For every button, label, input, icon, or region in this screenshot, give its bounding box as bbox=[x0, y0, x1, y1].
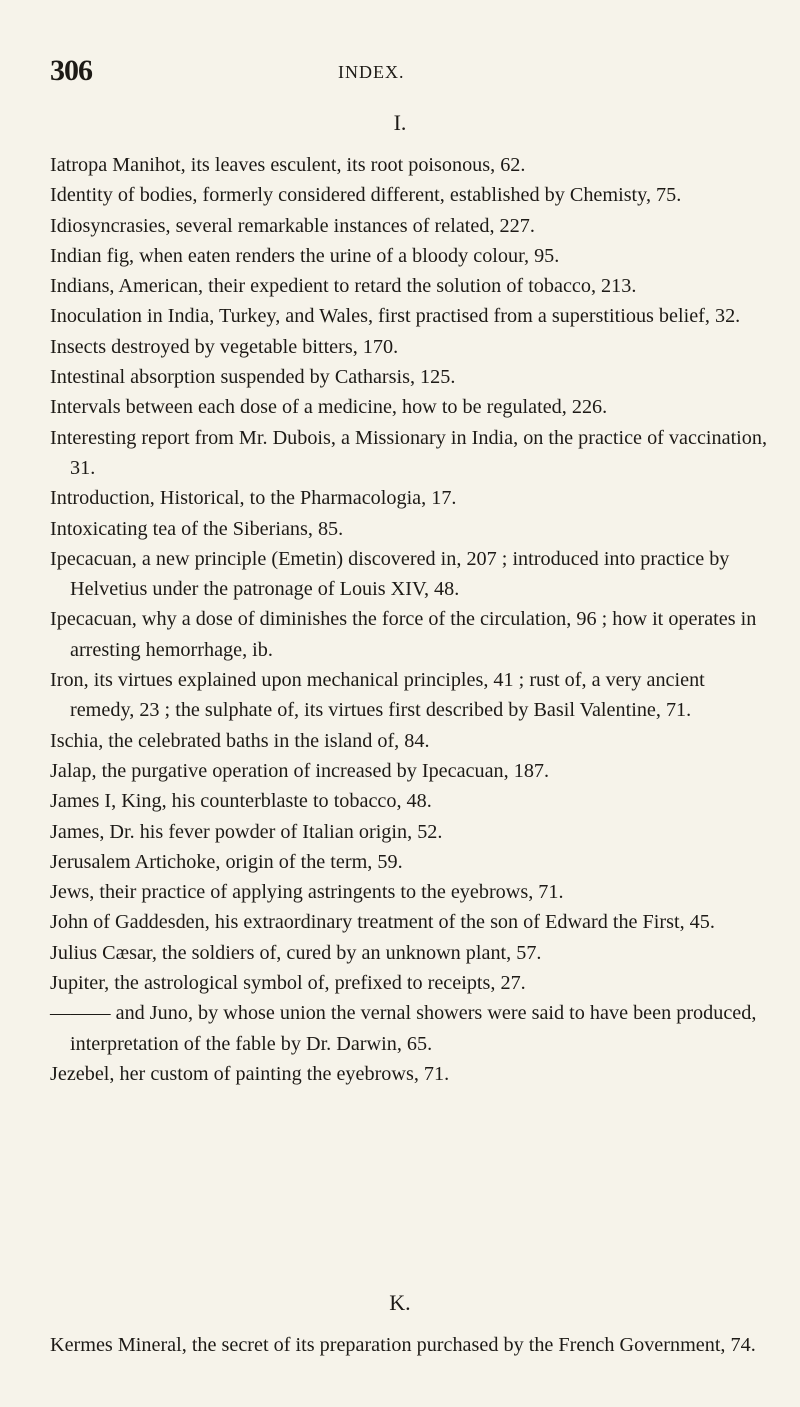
index-entry: Ischia, the celebrated baths in the island of, 84. bbox=[50, 729, 430, 752]
index-entry: Ipecacuan, why a dose of diminishes the force of the circulation, 96 ; how it operates in arresting hemorrhage, ib. bbox=[50, 608, 757, 661]
index-entry: Insects destroyed by vegetable bitters, 170. bbox=[50, 335, 399, 358]
index-entry: John of Gaddesden, his extraordinary treatment of the son of Edward the First, 45. bbox=[50, 911, 715, 934]
index-entry: Intervals between each dose of a medicine, how to be regulated, 226. bbox=[50, 396, 608, 419]
index-entry: James I, King, his counterblaste to tobacco, 48. bbox=[50, 790, 432, 813]
index-entries-k bbox=[50, 1330, 770, 1360]
index-entry: Jerusalem Artichoke, origin of the term, 59. bbox=[50, 850, 403, 873]
page-number: 306 bbox=[50, 54, 92, 87]
index-entry: Intoxicating tea of the Siberians, 85. bbox=[50, 517, 344, 540]
index-entry: Jalap, the purgative operation of increased by Ipecacuan, 187. bbox=[50, 759, 550, 782]
index-entry: Introduction, Historical, to the Pharmacologia, 17. bbox=[50, 487, 457, 510]
index-entry: Indians, American, their expedient to retard the solution of tobacco, 213. bbox=[50, 275, 637, 298]
index-entry: Julius Cæsar, the soldiers of, cured by an unknown plant, 57. bbox=[50, 941, 542, 964]
index-entry: Jupiter, the astrological symbol of, prefixed to receipts, 27. bbox=[50, 972, 526, 995]
index-entry: Identity of bodies, formerly considered different, established by Chemisty, 75. bbox=[50, 184, 682, 207]
index-entry: Jezebel, her custom of painting the eyebrows, 71. bbox=[50, 1062, 450, 1085]
index-entry: Iatropa Manihot, its leaves esculent, its root poisonous, 62. bbox=[50, 154, 526, 176]
page-header bbox=[0, 50, 800, 90]
index-entry: Iron, its virtues explained upon mechanical principles, 41 ; rust of, a very ancient remedy, 23 ; the sulphate of, its virtues first described by Basil Valentine, 71. bbox=[50, 669, 705, 722]
index-entry: ——— and Juno, by whose union the vernal showers were said to have been produced, interpretation of the fable by Dr. Darwin, 65. bbox=[50, 1002, 757, 1055]
index-entry: Jews, their practice of applying astringents to the eyebrows, 71. bbox=[50, 881, 564, 904]
section-letter-i: I. bbox=[393, 110, 407, 135]
section-letter-k: K. bbox=[389, 1290, 411, 1315]
index-entries-i bbox=[50, 150, 770, 1089]
index-entry: Kermes Mineral, the secret of its preparation purchased by the French Government, 74. bbox=[50, 1334, 756, 1356]
index-entry: James, Dr. his fever powder of Italian origin, 52. bbox=[50, 820, 443, 843]
index-entry: Intestinal absorption suspended by Catharsis, 125. bbox=[50, 366, 456, 389]
running-head: INDEX. bbox=[338, 62, 405, 82]
index-entry: Interesting report from Mr. Dubois, a Missionary in India, on the practice of vaccination, 31. bbox=[50, 426, 768, 479]
index-entry: Indian fig, when eaten renders the urine of a bloody colour, 95. bbox=[50, 244, 560, 267]
index-entry: Inoculation in India, Turkey, and Wales, first practised from a superstitious belief, 32. bbox=[50, 305, 741, 328]
index-entry: Idiosyncrasies, several remarkable instances of related, 227. bbox=[50, 214, 535, 237]
index-entry: Ipecacuan, a new principle (Emetin) discovered in, 207 ; introduced into practice by Helvetius under the patronage of Louis XIV, 48. bbox=[50, 547, 730, 601]
